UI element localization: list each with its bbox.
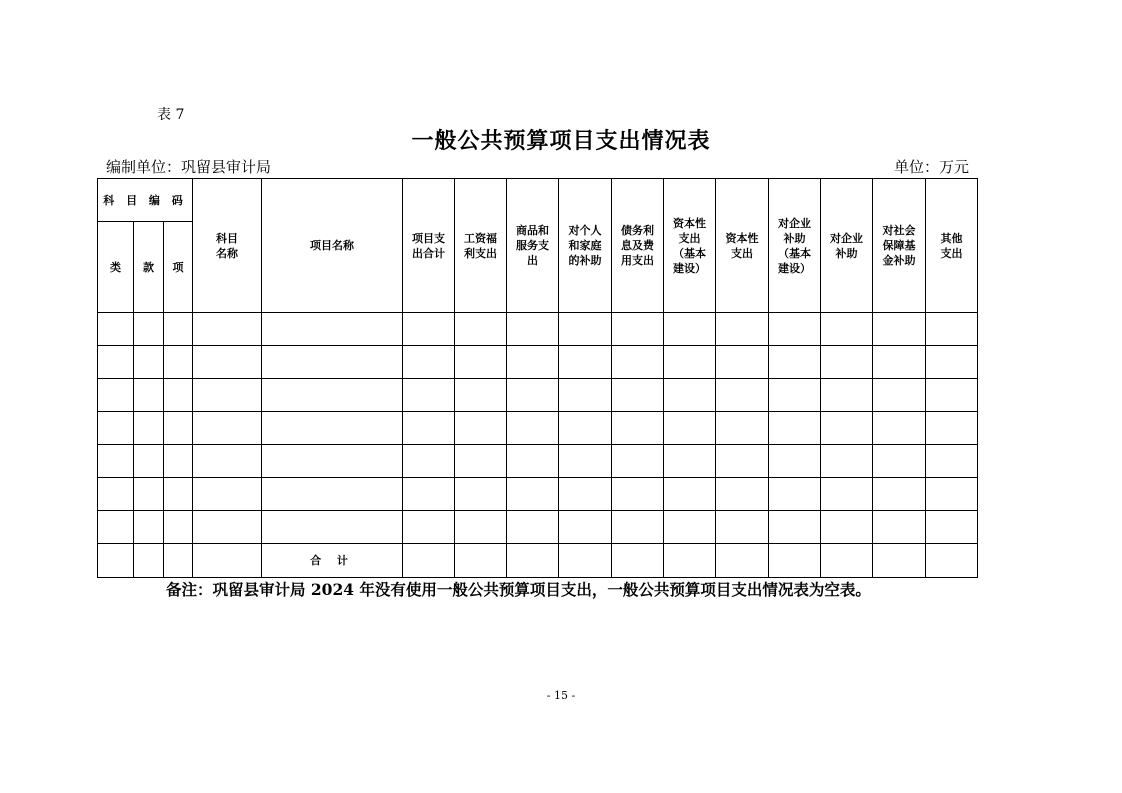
table-cell: [664, 412, 716, 445]
table-cell: [664, 313, 716, 346]
amount-header: 对企业 补助: [821, 179, 873, 313]
table-cell: [507, 511, 559, 544]
table-cell: [262, 445, 403, 478]
table-cell: [164, 346, 193, 379]
document-title: 一般公共预算项目支出情况表: [411, 128, 711, 154]
table-cell: [98, 379, 134, 412]
table-cell: [769, 412, 821, 445]
table-cell: [559, 478, 612, 511]
table-cell: [262, 346, 403, 379]
table-cell: [873, 511, 926, 544]
table-cell: [134, 379, 164, 412]
table-cell: [926, 346, 978, 379]
table-cell: [612, 445, 664, 478]
table-cell: [716, 346, 769, 379]
table-row: [98, 412, 978, 445]
table-row: [98, 313, 978, 346]
table-cell: [612, 412, 664, 445]
subject-name-header: 科目 名称: [193, 179, 262, 313]
table-cell: [134, 412, 164, 445]
table-cell: [559, 346, 612, 379]
table-cell: [664, 445, 716, 478]
table-cell: [873, 478, 926, 511]
total-label: 合 计: [262, 544, 403, 578]
amount-header: 工资福 利支出: [455, 179, 507, 313]
table-cell: [455, 313, 507, 346]
table-cell: [612, 511, 664, 544]
table-cell: [559, 313, 612, 346]
table-cell: [664, 478, 716, 511]
table-cell: [193, 544, 262, 578]
table-cell: [716, 478, 769, 511]
table-cell: [559, 544, 612, 578]
amount-header: 资本性 支出 （基本 建设）: [664, 179, 716, 313]
table-cell: [612, 379, 664, 412]
table-cell: [507, 412, 559, 445]
table-cell: [664, 511, 716, 544]
table-cell: [403, 346, 455, 379]
table-cell: [821, 478, 873, 511]
table-cell: [262, 313, 403, 346]
table-cell: [769, 346, 821, 379]
table-cell: [193, 511, 262, 544]
table-cell: [769, 544, 821, 578]
table-cell: [455, 379, 507, 412]
amount-header: 其他 支出: [926, 179, 978, 313]
table-cell: [821, 346, 873, 379]
table-cell: [134, 313, 164, 346]
table-cell: [769, 478, 821, 511]
table-cell: [403, 478, 455, 511]
table-cell: [98, 478, 134, 511]
table-cell: [769, 445, 821, 478]
table-cell: [455, 478, 507, 511]
table-cell: [98, 445, 134, 478]
table-cell: [926, 511, 978, 544]
header-row-1: [98, 179, 978, 222]
table-cell: [403, 544, 455, 578]
table-cell: [164, 445, 193, 478]
table-cell: [716, 544, 769, 578]
table-cell: [821, 412, 873, 445]
table-cell: [507, 478, 559, 511]
table-cell: [769, 379, 821, 412]
table-cell: [507, 346, 559, 379]
table-cell: [612, 478, 664, 511]
table-cell: [821, 544, 873, 578]
table-cell: [164, 412, 193, 445]
amount-header: 项目支 出合计: [403, 179, 455, 313]
table-cell: [164, 511, 193, 544]
table-cell: [98, 346, 134, 379]
table-cell: [164, 313, 193, 346]
table-cell: [98, 412, 134, 445]
table-cell: [507, 313, 559, 346]
table-cell: [403, 313, 455, 346]
table-row: [98, 478, 978, 511]
table-cell: [926, 412, 978, 445]
table-cell: [403, 511, 455, 544]
code-group-header: 科 目 编 码: [98, 179, 193, 222]
table-cell: [559, 412, 612, 445]
table-cell: [403, 445, 455, 478]
table-cell: [455, 445, 507, 478]
table-cell: [716, 379, 769, 412]
table-cell: [262, 511, 403, 544]
code-subheader-class: 类: [98, 222, 134, 313]
table-cell: [455, 346, 507, 379]
table-cell: [559, 511, 612, 544]
table-cell: [134, 346, 164, 379]
table-cell: [664, 544, 716, 578]
currency-unit: 单位：万元: [893, 158, 969, 176]
amount-header: 对社会 保障基 金补助: [873, 179, 926, 313]
code-subheader-section: 款: [134, 222, 164, 313]
table-cell: [403, 412, 455, 445]
table-cell: [193, 412, 262, 445]
table-cell: [821, 379, 873, 412]
amount-header: 资本性 支出: [716, 179, 769, 313]
table-row: [98, 511, 978, 544]
table-row: [98, 379, 978, 412]
table-cell: [507, 544, 559, 578]
table-cell: [262, 412, 403, 445]
amount-header: 对企业 补助 （基本 建设）: [769, 179, 821, 313]
table-cell: [926, 478, 978, 511]
table-cell: [821, 313, 873, 346]
table-cell: [769, 313, 821, 346]
expenditure-table: [97, 178, 978, 578]
code-subheader-item: 项: [164, 222, 193, 313]
table-cell: [873, 313, 926, 346]
table-cell: [193, 379, 262, 412]
table-cell: [821, 445, 873, 478]
table-cell: [769, 511, 821, 544]
amount-header: 对个人 和家庭 的补助: [559, 179, 612, 313]
table-cell: [926, 445, 978, 478]
total-row: [98, 544, 978, 578]
footnote: 备注：巩留县审计局 2024 年没有使用一般公共预算项目支出，一般公共预算项目支出情况表为空表。: [166, 580, 871, 599]
table-cell: [559, 379, 612, 412]
table-cell: [262, 379, 403, 412]
table-cell: [873, 412, 926, 445]
table-cell: [455, 412, 507, 445]
project-name-header: 项目名称: [262, 179, 403, 313]
table-number-label: 表 7: [157, 107, 185, 123]
table-cell: [873, 544, 926, 578]
table-cell: [164, 544, 193, 578]
table-cell: [164, 478, 193, 511]
table-cell: [716, 412, 769, 445]
table-cell: [134, 544, 164, 578]
table-cell: [716, 445, 769, 478]
table-cell: [507, 379, 559, 412]
table-cell: [193, 445, 262, 478]
table-cell: [716, 511, 769, 544]
table-cell: [164, 379, 193, 412]
table-cell: [821, 511, 873, 544]
table-cell: [559, 445, 612, 478]
table-cell: [193, 346, 262, 379]
table-cell: [716, 313, 769, 346]
table-cell: [612, 346, 664, 379]
table-cell: [134, 445, 164, 478]
table-cell: [926, 379, 978, 412]
table-cell: [98, 313, 134, 346]
table-cell: [664, 346, 716, 379]
table-cell: [873, 379, 926, 412]
page-number: - 15 -: [546, 689, 576, 702]
table-cell: [134, 511, 164, 544]
table-cell: [455, 511, 507, 544]
table-row: [98, 346, 978, 379]
amount-header: 债务利 息及费 用支出: [612, 179, 664, 313]
table-cell: [193, 313, 262, 346]
table-cell: [507, 445, 559, 478]
table-cell: [134, 478, 164, 511]
table-cell: [664, 379, 716, 412]
table-cell: [612, 313, 664, 346]
table-cell: [926, 313, 978, 346]
table-cell: [612, 544, 664, 578]
table-cell: [873, 445, 926, 478]
table-cell: [193, 478, 262, 511]
table-cell: [98, 544, 134, 578]
compiling-unit: 编制单位：巩留县审计局: [106, 158, 272, 176]
table-cell: [455, 544, 507, 578]
table-row: [98, 445, 978, 478]
table-cell: [926, 544, 978, 578]
table-cell: [262, 478, 403, 511]
table-cell: [873, 346, 926, 379]
table-cell: [403, 379, 455, 412]
table-cell: [98, 511, 134, 544]
amount-header: 商品和 服务支 出: [507, 179, 559, 313]
